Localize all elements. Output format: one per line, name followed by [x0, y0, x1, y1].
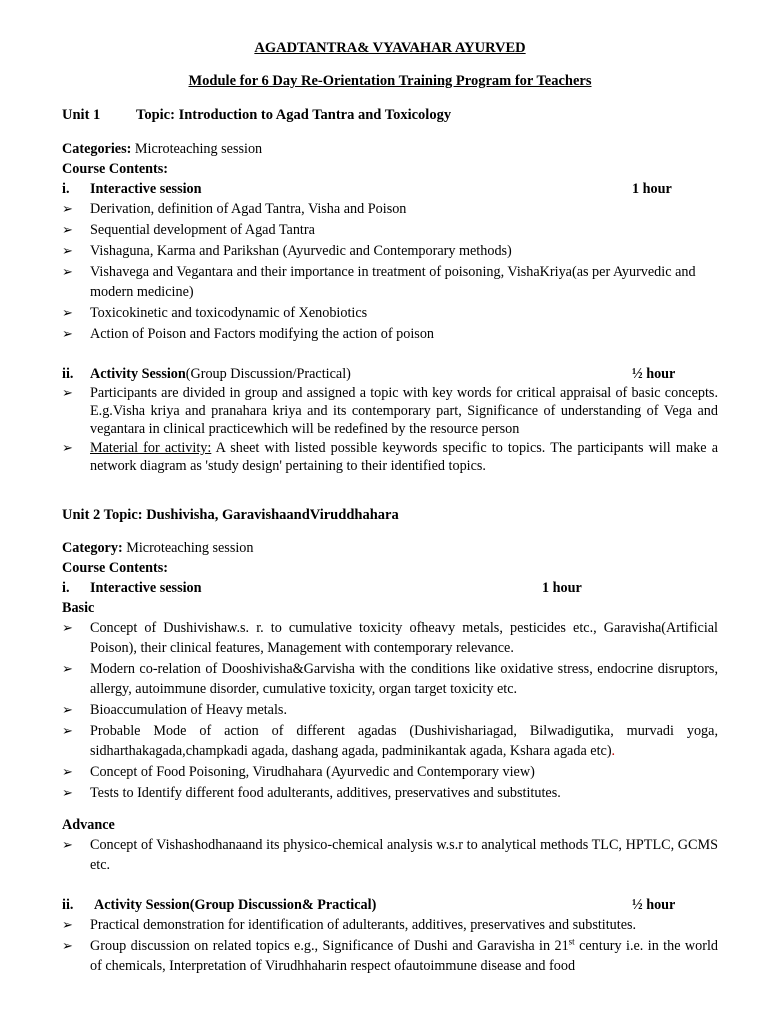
unit1-session2-name: Activity Session	[90, 366, 186, 382]
list-item: ➢ Derivation, definition of Agad Tantra, Visha and Poison	[62, 201, 407, 217]
unit1-categories	[62, 139, 718, 159]
arrow-bullet-icon: ➢	[62, 243, 73, 258]
arrow-bullet-icon: ➢	[62, 661, 73, 676]
list-item: ➢ Tests to Identify different food adulterants, additives, preservatives and substitutes.	[62, 785, 561, 801]
unit2-heading: Unit 2 Topic: Dushivisha, GaravishaandViruddhahara	[62, 507, 399, 523]
list-item: ➢ Toxicokinetic and toxicodynamic of Xenobiotics	[62, 305, 368, 321]
unit2-session1-roman: i.	[62, 580, 70, 596]
unit1-session2-duration: ½ hour	[632, 366, 676, 382]
unit2-advance-list	[62, 835, 718, 875]
arrow-bullet-icon: ➢	[62, 201, 73, 216]
unit1-session2-suffix: (Group Discussion/Practical)	[185, 366, 351, 382]
list-item: ➢ Modern co-relation of Dooshivisha&Garvisha with the conditions like oxidative stress, endocrine disruptors, allergy, autoimmune disorder, cumulative toxicity, organ target toxicity etc.	[62, 661, 718, 697]
advance-label: Advance	[62, 817, 115, 833]
unit2-course-contents: Course Contents:	[62, 560, 169, 576]
arrow-bullet-icon: ➢	[62, 440, 73, 455]
arrow-bullet-icon: ➢	[62, 222, 73, 237]
unit1-session1-list	[62, 199, 718, 344]
list-item: ➢ Group discussion on related topics e.g., Significance of Dushi and Garavisha in 21st century i.e. in the world of chemicals, Interpretation of Virudhhaharin respect ofautoimmune disease and food	[62, 936, 719, 974]
list-item: ➢ Concept of Food Poisoning, Virudhahara (Ayurvedic and Contemporary view)	[62, 764, 535, 780]
unit2-category-value: Microteaching session	[122, 540, 254, 556]
document-subtitle: Module for 6 Day Re-Orientation Training Program for Teachers	[188, 73, 592, 89]
unit1-session1-duration: 1 hour	[632, 181, 672, 197]
unit2-session2-roman: ii.	[62, 897, 74, 913]
list-item: ➢ Material for activity: A sheet with listed possible keywords specific to topics. The participants will make a network diagram as 'study design' pertaining to their identified topics.	[62, 440, 718, 474]
unit2-session1-row	[62, 578, 718, 598]
material-label: Material for activity:	[90, 440, 212, 456]
unit2-category-label: Category:	[62, 540, 123, 556]
unit1-categories-label: Categories:	[62, 141, 132, 157]
document-page	[62, 38, 718, 977]
unit2-session1-duration: 1 hour	[542, 580, 582, 596]
unit1-session2-roman: ii.	[62, 366, 74, 382]
unit2-basic-list	[62, 618, 718, 803]
unit1-session2-row	[62, 364, 718, 384]
unit2-activity-list	[62, 915, 718, 976]
unit1-session1-name: Interactive session	[90, 181, 202, 197]
arrow-bullet-icon: ➢	[62, 326, 73, 341]
list-item: ➢ Vishaguna, Karma and Parikshan (Ayurvedic and Contemporary methods)	[62, 243, 512, 259]
list-item: ➢ Concept of Vishashodhanaand its physico-chemical analysis w.s.r to analytical methods TLC, HPTLC, GCMS etc.	[62, 837, 718, 873]
list-item: ➢ Bioaccumulation of Heavy metals.	[62, 702, 287, 718]
arrow-bullet-icon: ➢	[62, 305, 73, 320]
list-item: ➢ Vishavega and Vegantara and their importance in treatment of poisoning, VishaKriya(as per Ayurvedic and modern medicine)	[62, 264, 696, 300]
document-title: AGADTANTRA& VYAVAHAR AYURVED	[254, 40, 526, 56]
arrow-bullet-icon: ➢	[62, 938, 73, 953]
unit2-session2-row	[62, 895, 718, 915]
basic-label: Basic	[62, 600, 95, 616]
arrow-bullet-icon: ➢	[62, 764, 73, 779]
list-item: ➢ Sequential development of Agad Tantra	[62, 222, 315, 238]
unit1-topic: Topic: Introduction to Agad Tantra and Toxicology	[136, 107, 452, 123]
list-item: ➢ Concept of Dushivishaw.s. r. to cumulative toxicity ofheavy metals, pesticides etc., Garavisha(Artificial Poison), their clinical features, Management with contemporary relevance.	[62, 620, 718, 656]
arrow-bullet-icon: ➢	[62, 264, 73, 279]
unit1-course-contents: Course Contents:	[62, 161, 169, 177]
unit2-session2-name: Activity Session(Group Discussion& Practical)	[94, 897, 377, 913]
arrow-bullet-icon: ➢	[62, 723, 73, 738]
arrow-bullet-icon: ➢	[62, 837, 73, 852]
unit2-session1-name: Interactive session	[90, 580, 202, 596]
arrow-bullet-icon: ➢	[62, 620, 73, 635]
unit1-session2-list	[62, 384, 718, 475]
list-item: ➢ Probable Mode of action of different agadas (Dushivishariagad, Bilwadigutika, murvadi yoga, sidharthakagada,champkadi agada, dashang agada, padminikantak agada, Kshara agada etc).	[62, 723, 718, 759]
unit1-session1-roman: i.	[62, 181, 70, 197]
list-item: ➢ Action of Poison and Factors modifying the action of poison	[62, 326, 435, 342]
unit1-label: Unit 1	[62, 107, 101, 123]
unit1-heading	[62, 105, 718, 125]
unit2-session2-duration: ½ hour	[632, 897, 676, 913]
list-item: ➢ Participants are divided in group and assigned a topic with key words for critical appraisal of basic concepts. E.g.Visha kriya and pranahara kriya and its contemporary part, Significance of understanding of Vega and vegantara in clinical practicewhich will be redefined by the resource person	[62, 385, 718, 437]
arrow-bullet-icon: ➢	[62, 385, 73, 400]
list-item: ➢ Practical demonstration for identification of adulterants, additives, preservatives and substitutes.	[62, 917, 637, 933]
arrow-bullet-icon: ➢	[62, 917, 73, 932]
unit1-categories-value: Microteaching session	[131, 141, 263, 157]
arrow-bullet-icon: ➢	[62, 785, 73, 800]
unit2-category	[62, 538, 718, 558]
unit1-session1-row	[62, 179, 718, 199]
arrow-bullet-icon: ➢	[62, 702, 73, 717]
